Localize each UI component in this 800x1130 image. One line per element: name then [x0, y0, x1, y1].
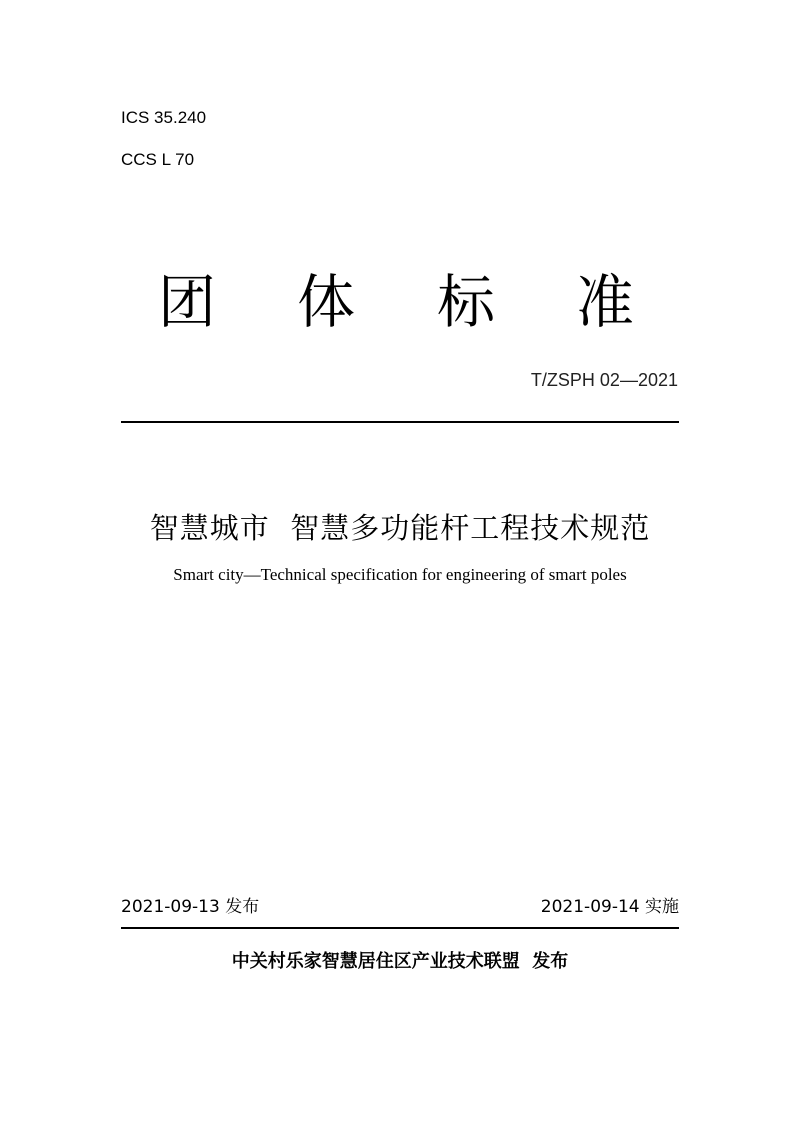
document-type-char-2: 体: [297, 268, 356, 336]
document-type-char-4: 准: [576, 268, 635, 336]
implementation-date: 2021-09-14 实施: [540, 897, 679, 917]
ccs-code: CCS L 70: [121, 150, 195, 169]
bottom-divider: [121, 927, 679, 929]
standard-number: T/ZSPH 02—2021: [530, 370, 678, 390]
document-type-char-1: 团: [158, 268, 217, 336]
top-divider: [121, 421, 679, 423]
title-chinese: 智慧城市 智慧多功能杆工程技术规范: [149, 511, 651, 545]
title-english: Smart city—Technical specification for engineering of smart poles: [173, 565, 627, 584]
publisher: 中关村乐家智慧居住区产业技术联盟 发布: [231, 951, 569, 972]
issue-date: 2021-09-13 发布: [121, 897, 260, 917]
document-type-char-3: 标: [437, 268, 496, 336]
ics-code: ICS 35.240: [121, 108, 207, 127]
